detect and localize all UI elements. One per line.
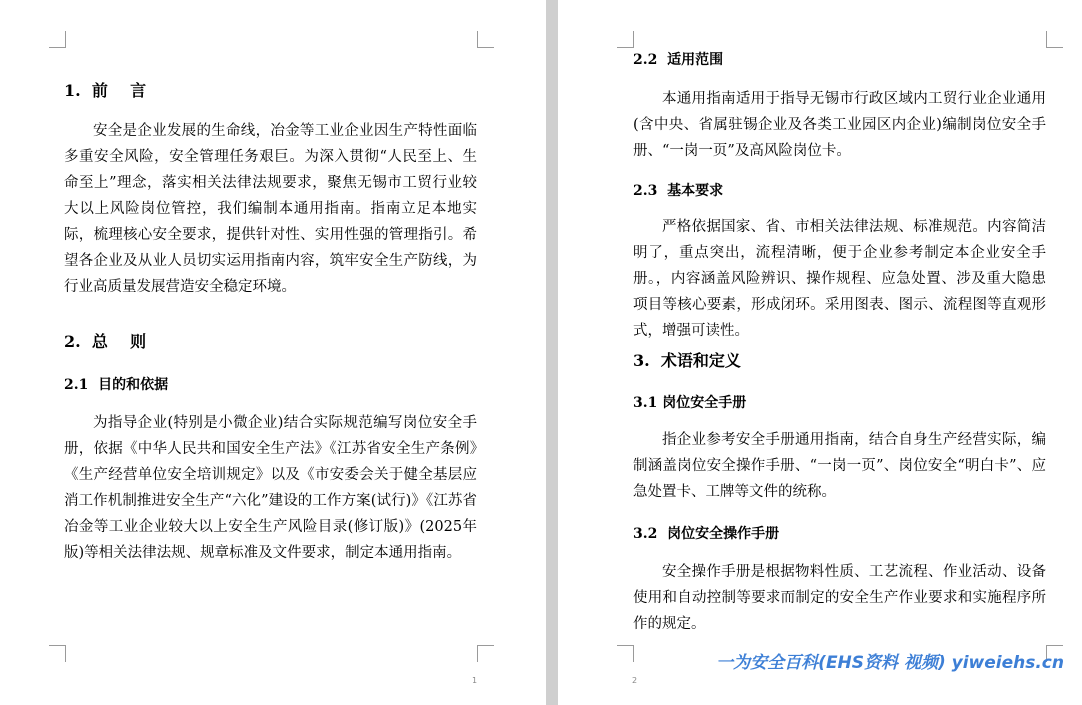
section-heading-terms: 3. 术语和定义	[633, 351, 741, 370]
purpose-paragraph: 为指导企业(特别是小微企业)结合实际规范编写岗位安全手册，依据《中华人民共和国安全生产法》《江苏省安全生产条例》《生产经营单位安全培训规定》以及《市安委会关于健全基层应消工作机制推进安全生产“六化”建设的工作方案(试行)》《江苏省冶金等工业企业较大以上安全生产风险目录(修订版)》(2025年版)等相关法律法规、规章标准及文件要求，制定本通用指南。	[64, 415, 477, 561]
preface-paragraph: 安全是企业发展的生命线，冶金等工业企业因生产特性面临多重安全风险，安全管理任务艰巨。为深入贯彻“人民至上、生命至上”理念，落实相关法律法规要求，聚焦无锡市工贸行业较大以上风险岗位管控，我们编制本通用指南。指南立足本地实际，梳理核心安全要求，提供针对性、实用性强的管理指引。希望各企业及从业人员切实运用指南内容，筑牢安全生产防线，为行业高质量发展营造安全稳定环境。	[64, 123, 477, 295]
corner-mark	[477, 31, 494, 48]
subsection-heading-3-2: 3.2 岗位安全操作手册	[633, 526, 780, 542]
page-separator	[546, 0, 558, 705]
scope-paragraph: 本通用指南适用于指导无锡市行政区域内工贸行业企业通用(含中央、省属驻锡企业及各类工业园区内企业)编制岗位安全手册、“一岗一页”及高风险岗位卡。	[633, 91, 1046, 159]
page-number: 2	[632, 676, 638, 685]
section-heading-general: 2. 总 则	[64, 332, 147, 351]
corner-mark	[617, 645, 634, 662]
corner-mark	[1046, 31, 1063, 48]
document-page-2	[558, 0, 1082, 705]
subsection-heading-2-1: 2.1 目的和依据	[64, 377, 169, 393]
section-heading-preface: 1. 前 言	[64, 81, 147, 100]
corner-mark	[49, 31, 66, 48]
requirements-paragraph: 严格依据国家、省、市相关法律法规、标准规范。内容简洁明了，重点突出，流程清晰，便于企业参考制定本企业安全手册。，内容涵盖风险辨识、操作规程、应急处置、涉及重大隐患项目等核心要素，形成闭环。采用图表、图示、流程图等直观形式，增强可读性。	[633, 219, 1046, 339]
page-number: 1	[472, 676, 478, 685]
corner-mark	[617, 31, 634, 48]
subsection-heading-2-2: 2.2 适用范围	[633, 52, 724, 68]
corner-mark	[477, 645, 494, 662]
manual-definition-paragraph: 指企业参考安全手册通用指南，结合自身生产经营实际，编制涵盖岗位安全操作手册、“一岗一页”、岗位安全“明白卡”、应急处置卡、工牌等文件的统称。	[633, 432, 1046, 500]
corner-mark	[49, 645, 66, 662]
subsection-heading-2-3: 2.3 基本要求	[633, 183, 724, 199]
operation-manual-paragraph: 安全操作手册是根据物料性质、工艺流程、作业活动、设备使用和自动控制等要求而制定的安全生产作业要求和实施程序所作的规定。	[633, 564, 1046, 632]
watermark-text: 一为安全百科(EHS资料 视频) yiweiehs.cn	[716, 653, 1064, 673]
subsection-heading-3-1: 3.1 岗位安全手册	[633, 395, 747, 411]
